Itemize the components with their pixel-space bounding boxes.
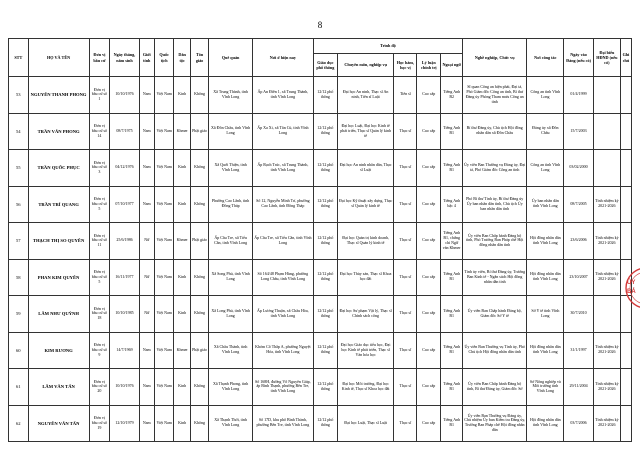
cell-residence: Số 164/48 Phạm Hùng, phường Long Châu, tỉnh Vĩnh Long xyxy=(252,259,313,296)
cell-occupation: Ủy viên Ban Chấp hành Đảng bộ tỉnh, Phó Trưởng Ban Pháp chế Hội đồng nhân dân tỉnh xyxy=(463,223,527,260)
cell-language: Tiếng Anh B2 xyxy=(441,77,463,114)
cell-general-edu: 12/12 phổ thông xyxy=(313,186,337,223)
cell-degree: Thạc sĩ xyxy=(394,150,417,187)
cell-name: TRẦN QUỐC PHỤC xyxy=(28,150,89,187)
cell-stt: 58 xyxy=(9,259,29,296)
table-row xyxy=(9,259,632,296)
table-row xyxy=(9,150,632,187)
cell-residence: Khóm Cô Thắp A, phường Nguyệt Hóa, tỉnh Vĩnh Long xyxy=(252,332,313,369)
cell-general-edu: 12/12 phổ thông xyxy=(313,259,337,296)
cell-residence: Ấp Rạch Trúc, xã Trung Thành, tỉnh Vĩnh Long xyxy=(252,150,313,187)
table-row xyxy=(9,113,632,150)
cell-specialty: Đại học Sư phạm Vật lý, Thạc sĩ Chính sách công xyxy=(337,296,394,333)
cell-gender: Nam xyxy=(139,77,154,114)
cell-language: Tiếng Anh B1 xyxy=(441,369,463,406)
cell-workplace: Đảng ủy xã Đôn Châu xyxy=(527,113,564,150)
cell-ethnicity: Kinh xyxy=(174,77,190,114)
cell-party-date: 03/7/2006 xyxy=(564,405,593,442)
cell-dob: 12/10/1979 xyxy=(110,405,139,442)
cell-political: Cao cấp xyxy=(417,332,441,369)
cell-unit: Đơn vị bầu cử số 9 xyxy=(89,332,110,369)
cell-religion: Phật giáo xyxy=(190,332,209,369)
table-row xyxy=(9,405,632,442)
cell-ethnicity: Kinh xyxy=(174,186,190,223)
cell-degree: Thạc sĩ xyxy=(394,113,417,150)
cell-political: Cao cấp xyxy=(417,223,441,260)
header-note: Ghi chú xyxy=(620,39,631,77)
cell-party-date: 15/7/2003 xyxy=(564,113,593,150)
cell-council xyxy=(593,113,620,150)
cell-occupation: Ủy viên Ban Chấp hành Đảng bộ, Giám đốc Sở Y tế xyxy=(463,296,527,333)
table-row xyxy=(9,332,632,369)
cell-council xyxy=(593,77,620,114)
header-row-1 xyxy=(9,39,632,54)
cell-hometown: Xã Châu Thành, tỉnh Vĩnh Long xyxy=(209,332,253,369)
cell-residence: Số 12, Nguyễn Minh Trí, phường Cao Lãnh, tỉnh Đồng Tháp xyxy=(252,186,313,223)
table-row xyxy=(9,186,632,223)
header-political: Lý luận chính trị xyxy=(417,54,441,77)
cell-unit: Đơn vị bầu cử số 18 xyxy=(89,296,110,333)
cell-degree: Thạc sĩ xyxy=(394,369,417,406)
cell-stt: 62 xyxy=(9,405,29,442)
cell-stt: 60 xyxy=(9,332,29,369)
cell-degree: Thạc sĩ xyxy=(394,332,417,369)
cell-specialty: Đại học Luật, Đại học Kinh tế phát triển, Thạc sĩ Quản lý kinh tế xyxy=(337,113,394,150)
cell-degree: Thạc sĩ xyxy=(394,259,417,296)
cell-hometown: Xã Thạnh Thới, tỉnh Vĩnh Long xyxy=(209,405,253,442)
cell-name: NGUYỄN THANH PHONG xyxy=(28,77,89,114)
cell-gender: Nam xyxy=(139,369,154,406)
cell-council: Tỉnh nhiệm kỳ 2021-2026 xyxy=(593,223,620,260)
cell-note xyxy=(620,369,631,406)
cell-general-edu: 12/12 phổ thông xyxy=(313,113,337,150)
cell-nationality: Việt Nam xyxy=(154,77,174,114)
cell-religion: Không xyxy=(190,259,209,296)
cell-religion: Không xyxy=(190,150,209,187)
cell-hometown: Xã Quới Thiện, tỉnh Vĩnh Long xyxy=(209,150,253,187)
cell-name: TRẦN TRÍ QUANG xyxy=(28,186,89,223)
cell-name: THẠCH THỊ SO QUYÊN xyxy=(28,223,89,260)
cell-religion: Không xyxy=(190,186,209,223)
cell-political: Cao cấp xyxy=(417,150,441,187)
cell-party-date: 23/10/2007 xyxy=(564,259,593,296)
cell-workplace: Công an tỉnh Vĩnh Long xyxy=(527,77,564,114)
cell-residence: Số 168H, đường Võ Nguyên Giáp, ấp Bình Thạnh, phường Bến Tre, tỉnh Vĩnh Long xyxy=(252,369,313,406)
cell-nationality: Việt Nam xyxy=(154,223,174,260)
cell-name: KIM RƯƠNG xyxy=(28,332,89,369)
header-general-edu: Giáo dục phổ thông xyxy=(313,54,337,77)
cell-ethnicity: Kinh xyxy=(174,369,190,406)
cell-workplace: Ủy ban nhân dân tỉnh Vĩnh Long xyxy=(527,186,564,223)
cell-nationality: Việt Nam xyxy=(154,259,174,296)
cell-hometown: Ấp Cầu Tre, xã Tiểu Cần, tỉnh Vĩnh Long xyxy=(209,223,253,260)
cell-hometown: Xã Đôn Châu, tỉnh Vĩnh Long xyxy=(209,113,253,150)
cell-dob: 10/10/1985 xyxy=(110,296,139,333)
cell-party-date: 03/02/2000 xyxy=(564,150,593,187)
cell-general-edu: 12/12 phổ thông xyxy=(313,77,337,114)
cell-gender: Nữ xyxy=(139,259,154,296)
cell-religion: Không xyxy=(190,77,209,114)
cell-council: Tỉnh nhiệm kỳ 2021-2026 xyxy=(593,369,620,406)
cell-residence: Số 17D, khu phố Bình Thành, phường Bến Tre, tỉnh Vĩnh Long xyxy=(252,405,313,442)
cell-language: Tiếng Anh B1 xyxy=(441,259,463,296)
cell-ethnicity: Khmer xyxy=(174,223,190,260)
cell-hometown: Phường Cao Lãnh, tỉnh Đồng Tháp xyxy=(209,186,253,223)
cell-unit: Đơn vị bầu cử số 11 xyxy=(89,223,110,260)
cell-residence: Ấp Lương Thuận, xã Châu Hòa, tỉnh Vĩnh Long xyxy=(252,296,313,333)
cell-political: Cao cấp xyxy=(417,186,441,223)
cell-language: Tiếng Anh B1 xyxy=(441,332,463,369)
cell-occupation: Phó Bí thư Tỉnh ủy, Bí thư Đảng ủy Ủy ban nhân dân tỉnh, Chủ tịch Ủy ban nhân dân tỉnh xyxy=(463,186,527,223)
cell-gender: Nam xyxy=(139,113,154,150)
cell-nationality: Việt Nam xyxy=(154,405,174,442)
cell-party-date: 29/11/2004 xyxy=(564,369,593,406)
cell-general-edu: 12/12 phổ thông xyxy=(313,369,337,406)
header-nationality: Quốc tịch xyxy=(154,39,174,77)
cell-nationality: Việt Nam xyxy=(154,186,174,223)
cell-religion: Phật giáo xyxy=(190,223,209,260)
table-row xyxy=(9,77,632,114)
cell-political: Cao cấp xyxy=(417,369,441,406)
cell-party-date: 01/4/1999 xyxy=(564,77,593,114)
cell-specialty: Đại học Giáo dục tiểu học, Đại học Kinh tế phát triển, Thạc sĩ Văn hóa học xyxy=(337,332,394,369)
cell-stt: 56 xyxy=(9,186,29,223)
cell-name: PHAN KIM QUYÊN xyxy=(28,259,89,296)
cell-general-edu: 12/12 phổ thông xyxy=(313,332,337,369)
cell-note xyxy=(620,77,631,114)
cell-note xyxy=(620,113,631,150)
header-degree: Học hàm, học vị xyxy=(394,54,417,77)
svg-text:ỦY: ỦY xyxy=(627,280,636,286)
cell-language: Tiếng Anh bậc 4 xyxy=(441,186,463,223)
cell-stt: 54 xyxy=(9,113,29,150)
cell-specialty: Đại học Luật, Thạc sĩ Luật xyxy=(337,405,394,442)
cell-language: Tiếng Anh B1 xyxy=(441,296,463,333)
cell-ethnicity: Kinh xyxy=(174,405,190,442)
svg-text:BẢ: BẢ xyxy=(627,289,636,295)
cell-gender: Nam xyxy=(139,150,154,187)
cell-degree: Thạc sĩ xyxy=(394,296,417,333)
cell-gender: Nam xyxy=(139,405,154,442)
cell-ethnicity: Khmer xyxy=(174,113,190,150)
table-row xyxy=(9,296,632,333)
red-seal-stamp xyxy=(624,262,640,314)
header-unit: Đơn vị bầu cử xyxy=(89,39,110,77)
cell-occupation: Ủy viên Ban Thường vụ Đảng ủy, Đại tá, Phó Giám đốc Công an tỉnh xyxy=(463,150,527,187)
cell-council: Tỉnh nhiệm kỳ 2021-2026 xyxy=(593,259,620,296)
header-party-date: Ngày vào Đảng (nếu có) xyxy=(564,39,593,77)
cell-workplace: Sở Nông nghiệp và Môi trường tỉnh Vĩnh Long xyxy=(527,369,564,406)
cell-occupation: Ủy viên Ban Thường vụ Tỉnh ủy, Phó Chủ tịch Hội đồng nhân dân tỉnh xyxy=(463,332,527,369)
header-gender: Giới tính xyxy=(139,39,154,77)
cell-name: LÂM NHƯ QUỲNH xyxy=(28,296,89,333)
cell-language: Tiếng Anh B1 xyxy=(441,113,463,150)
cell-specialty: Đại học Kỹ thuật xây dựng, Thạc sĩ Quản lý kinh tế xyxy=(337,186,394,223)
cell-dob: 16/11/1977 xyxy=(110,259,139,296)
cell-unit: Đơn vị bầu cử số 14 xyxy=(89,113,110,150)
cell-unit: Đơn vị bầu cử số 19 xyxy=(89,405,110,442)
cell-general-edu: 12/12 phổ thông xyxy=(313,223,337,260)
page-number: 8 xyxy=(317,20,323,30)
cell-degree: Thạc sĩ xyxy=(394,186,417,223)
cell-occupation: Bí thư Đảng ủy, Chủ tịch Hội đồng nhân dân xã Đôn Châu xyxy=(463,113,527,150)
cell-language: Tiếng Anh B1 xyxy=(441,150,463,187)
cell-hometown: Xã Song Phú, tỉnh Vĩnh Long xyxy=(209,259,253,296)
cell-council xyxy=(593,150,620,187)
cell-nationality: Việt Nam xyxy=(154,113,174,150)
cell-political: Cao cấp xyxy=(417,113,441,150)
cell-dob: 10/10/1976 xyxy=(110,369,139,406)
cell-specialty: Đại học An ninh, Thạc sĩ An ninh, Tiến sĩ Luật xyxy=(337,77,394,114)
header-religion: Tôn giáo xyxy=(190,39,209,77)
cell-dob: 10/10/1976 xyxy=(110,77,139,114)
cell-unit: Đơn vị bầu cử số 5 xyxy=(89,186,110,223)
cell-occupation: Ủy viên Ban Thường vụ Đảng ủy, Chủ nhiệm Ủy ban Kiểm tra Đảng ủy, Trưởng Ban Pháp chế Hội đồng nhân dân xyxy=(463,405,527,442)
cell-dob: 14/7/1969 xyxy=(110,332,139,369)
cell-workplace: Sở Y tế tỉnh Vĩnh Long xyxy=(527,296,564,333)
table-row xyxy=(9,369,632,406)
cell-gender: Nam xyxy=(139,332,154,369)
cell-note xyxy=(620,150,631,187)
cell-party-date: 23/6/2006 xyxy=(564,223,593,260)
table-row xyxy=(9,223,632,260)
cell-note xyxy=(620,405,631,442)
header-council: Đại biểu HĐND (nếu có) xyxy=(593,39,620,77)
cell-gender: Nữ xyxy=(139,223,154,260)
cell-council: Tỉnh nhiệm kỳ 2021-2026 xyxy=(593,332,620,369)
cell-language: Tiếng Anh B1 xyxy=(441,405,463,442)
cell-hometown: Xã Thạnh Phong, tỉnh Vĩnh Long xyxy=(209,369,253,406)
cell-specialty: Đại học Môi trường, Đại học Kinh tế, Thạc sĩ Khoa học đất xyxy=(337,369,394,406)
cell-residence: Ấp Xa Xi, xã Tân Cù, tỉnh Vĩnh Long xyxy=(252,113,313,150)
cell-religion: Không xyxy=(190,369,209,406)
cell-dob: 25/6/1986 xyxy=(110,223,139,260)
cell-unit: Đơn vị bầu cử số 3 xyxy=(89,150,110,187)
cell-political: Cao cấp xyxy=(417,259,441,296)
cell-name: NGUYỄN VĂN TẤN xyxy=(28,405,89,442)
cell-workplace: Hội đồng nhân dân tỉnh Vĩnh Long xyxy=(527,405,564,442)
cell-stt: 53 xyxy=(9,77,29,114)
cell-council: Tỉnh nhiệm kỳ 2021-2026 xyxy=(593,405,620,442)
cell-workplace: Hội đồng nhân dân tỉnh Vĩnh Long xyxy=(527,223,564,260)
cell-note xyxy=(620,332,631,369)
header-dob: Ngày tháng, năm sinh xyxy=(110,39,139,77)
cell-nationality: Việt Nam xyxy=(154,150,174,187)
cell-hometown: Xã Long Phú, tỉnh Vĩnh Long xyxy=(209,296,253,333)
cell-ethnicity: Kinh xyxy=(174,296,190,333)
cell-unit: Đơn vị bầu cử số 1 xyxy=(89,77,110,114)
cell-political: Cao cấp xyxy=(417,77,441,114)
cell-stt: 59 xyxy=(9,296,29,333)
header-language: Ngoại ngữ xyxy=(441,54,463,77)
cell-general-edu: 12/12 phổ thông xyxy=(313,150,337,187)
cell-ethnicity: Kinh xyxy=(174,259,190,296)
cell-religion: Không xyxy=(190,296,209,333)
cell-nationality: Việt Nam xyxy=(154,369,174,406)
header-specialty: Chuyên môn, nghiệp vụ xyxy=(337,54,394,77)
cell-note xyxy=(620,223,631,260)
cell-unit: Đơn vị bầu cử số 5 xyxy=(89,259,110,296)
cell-dob: 07/10/1977 xyxy=(110,186,139,223)
header-ethnicity: Dân tộc xyxy=(174,39,190,77)
cell-ethnicity: Kinh xyxy=(174,150,190,187)
cell-degree: Thạc sĩ xyxy=(394,223,417,260)
cell-political: Cao cấp xyxy=(417,296,441,333)
cell-council: Tỉnh nhiệm kỳ 2021-2026 xyxy=(593,186,620,223)
cell-residence: Ấp An Điền 1, xã Trung Thành, tỉnh Vĩnh Long xyxy=(252,77,313,114)
cell-stt: 61 xyxy=(9,369,29,406)
cell-specialty: Đại học Quản trị kinh doanh, Thạc sĩ Quản lý kinh tế xyxy=(337,223,394,260)
cell-workplace: Công an tỉnh Vĩnh Long xyxy=(527,150,564,187)
header-name: HỌ VÀ TÊN xyxy=(28,39,89,77)
header-hometown: Quê quán xyxy=(209,39,253,77)
cell-degree: Thạc sĩ xyxy=(394,405,417,442)
cell-occupation: Sĩ quan Công an hiện phái, Đại tá, Phó Giám đốc Công an tỉnh, Bí thư Đảng ủy Phòng Tham mưu Công an tỉnh xyxy=(463,77,527,114)
cell-degree: Tiến sĩ xyxy=(394,77,417,114)
cell-nationality: Việt Nam xyxy=(154,332,174,369)
cell-religion: Không xyxy=(190,405,209,442)
header-residence: Nơi ở hiện nay xyxy=(252,39,313,77)
cell-name: LÂM VĂN TẤN xyxy=(28,369,89,406)
cell-hometown: Xã Trung Thành, tỉnh Vĩnh Long xyxy=(209,77,253,114)
cell-note xyxy=(620,186,631,223)
cell-specialty: Đại học An ninh nhân dân, Thạc sĩ Luật xyxy=(337,150,394,187)
cell-stt: 55 xyxy=(9,150,29,187)
cell-dob: 08/7/1975 xyxy=(110,113,139,150)
cell-nationality: Việt Nam xyxy=(154,296,174,333)
cell-dob: 04/12/1976 xyxy=(110,150,139,187)
cell-language: Tiếng Anh B1, chứng chỉ Ngữ văn Khmer xyxy=(441,223,463,260)
header-stt: STT xyxy=(9,39,29,77)
cell-unit: Đơn vị bầu cử số 20 xyxy=(89,369,110,406)
cell-party-date: 31/1/1997 xyxy=(564,332,593,369)
header-workplace: Nơi công tác xyxy=(527,39,564,77)
cell-ethnicity: Khmer xyxy=(174,332,190,369)
cell-occupation: Tỉnh ủy viên, Bí thư Đảng ủy, Trưởng Ban Kinh tế - Ngân sách Hội đồng nhân dân tỉnh xyxy=(463,259,527,296)
cell-party-date: 30/7/2010 xyxy=(564,296,593,333)
cell-council xyxy=(593,296,620,333)
cell-religion: Phật giáo xyxy=(190,113,209,150)
cell-specialty: Đại học Thủy sản, Thạc sĩ Khoa học đất xyxy=(337,259,394,296)
cell-gender: Nữ xyxy=(139,296,154,333)
cell-party-date: 08/7/2005 xyxy=(564,186,593,223)
header-occupation: Nghề nghiệp, Chức vụ xyxy=(463,39,527,77)
cell-occupation: Ủy viên Ban Chấp hành Đảng bộ tỉnh, Bí thư Đảng ủy, Giám đốc Sở xyxy=(463,369,527,406)
cell-general-edu: 12/12 phổ thông xyxy=(313,296,337,333)
cell-workplace: Hội đồng nhân dân tỉnh Vĩnh Long xyxy=(527,332,564,369)
cell-gender: Nam xyxy=(139,186,154,223)
header-education-group: Trình độ xyxy=(313,39,462,54)
cell-residence: Ấp Cầu Tre, xã Tiểu Cần, tỉnh Vĩnh Long xyxy=(252,223,313,260)
cell-political: Cao cấp xyxy=(417,405,441,442)
candidate-table xyxy=(8,38,632,442)
table-body xyxy=(9,77,632,442)
cell-general-edu: 12/12 phổ thông xyxy=(313,405,337,442)
cell-name: TRẦN VĂN PHONG xyxy=(28,113,89,150)
cell-stt: 57 xyxy=(9,223,29,260)
cell-workplace: Hội đồng nhân dân tỉnh Vĩnh Long xyxy=(527,259,564,296)
